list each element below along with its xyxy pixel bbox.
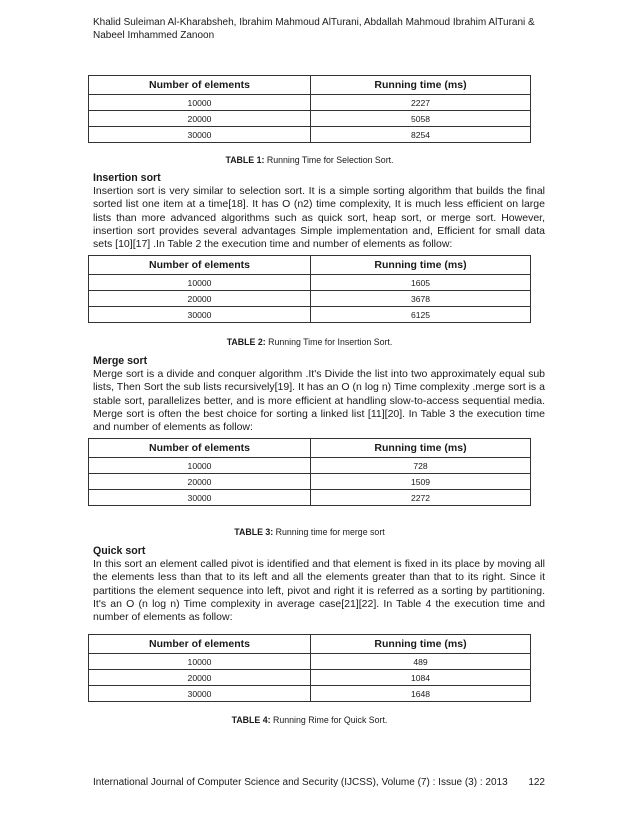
cell-time: 1648 xyxy=(311,686,531,702)
caption-text: Running Rime for Quick Sort. xyxy=(270,715,388,725)
paragraph-insertion: Insertion sort is very similar to selection sort. It is a simple sorting algorithm that builds the final sorted list one item at a time[18]. It has O (n2) time complexity, It is much less efficient on large lists than more advanced algorithms such as quick sort, heap sort, or merge sort. However, insertion sort provides several advantages Simple implementation and, Efficient for small data sets [10][17] .In Table 2 the execution time and number of elements as follow: xyxy=(93,185,545,251)
paragraph-merge: Merge sort is a divide and conquer algorithm .It's Divide the list into two approximately equal sub lists, Then Sort the sub lists recursively[19]. It has an O (n log n) Time complexity .merge sort is a stable sort, parallelizes better, and is more efficient at handling slow-to-access sequential media. Merge sort is often the best choice for sorting a linked list [11][20]. In Table 3 the execution time and number of elements as follow: xyxy=(93,368,545,434)
caption-text: Running time for merge sort xyxy=(273,527,385,537)
caption-label: TABLE 4: xyxy=(231,715,271,725)
table-caption xyxy=(88,155,531,165)
cell-time: 8254 xyxy=(311,127,531,143)
caption-label: TABLE 3: xyxy=(234,527,274,537)
caption-text: Running Time for Insertion Sort. xyxy=(265,337,393,347)
table-header-row xyxy=(89,635,531,654)
table-header-row xyxy=(89,256,531,275)
table-row xyxy=(89,458,531,474)
table-row xyxy=(89,670,531,686)
caption-text: Running Time for Selection Sort. xyxy=(264,155,394,165)
page-number: 122 xyxy=(528,777,545,788)
cell-elements: 30000 xyxy=(89,307,311,323)
section-title-quick: Quick sort xyxy=(93,545,146,557)
cell-elements: 30000 xyxy=(89,127,311,143)
cell-elements: 30000 xyxy=(89,490,311,506)
paragraph-quick: In this sort an element called pivot is identified and that element is fixed in its place by moving all the elements less than that to its left and all the elements greater than that to its right. Since it partitions the element sequence into left, pivot and right it is referred as a sorting by partitioning. It's an O (n log n) Time complexity in average case[21][22]. In Table 4 the execution time and number of elements as follow: xyxy=(93,558,545,624)
table-selection-sort xyxy=(88,75,531,143)
cell-elements: 10000 xyxy=(89,95,311,111)
cell-elements: 10000 xyxy=(89,458,311,474)
column-header-time: Running time (ms) xyxy=(311,439,531,458)
table-row xyxy=(89,127,531,143)
cell-time: 1084 xyxy=(311,670,531,686)
table-header-row xyxy=(89,76,531,95)
cell-time: 1509 xyxy=(311,474,531,490)
cell-elements: 30000 xyxy=(89,686,311,702)
table-row xyxy=(89,95,531,111)
table-row xyxy=(89,686,531,702)
column-header-elements: Number of elements xyxy=(89,439,311,458)
cell-elements: 20000 xyxy=(89,291,311,307)
column-header-elements: Number of elements xyxy=(89,76,311,95)
cell-time: 2272 xyxy=(311,490,531,506)
cell-elements: 10000 xyxy=(89,275,311,291)
table-row xyxy=(89,490,531,506)
caption-label: TABLE 2: xyxy=(226,337,266,347)
running-header: Khalid Suleiman Al-Kharabsheh, Ibrahim Mahmoud AlTurani, Abdallah Mahmoud Ibrahim AlTurani & Nabeel Imhammed Zanoon xyxy=(93,17,535,41)
cell-time: 1605 xyxy=(311,275,531,291)
table-row xyxy=(89,275,531,291)
column-header-elements: Number of elements xyxy=(89,256,311,275)
cell-time: 6125 xyxy=(311,307,531,323)
cell-elements: 20000 xyxy=(89,670,311,686)
cell-elements: 20000 xyxy=(89,474,311,490)
section-title-insertion: Insertion sort xyxy=(93,172,161,184)
table-merge-sort xyxy=(88,438,531,506)
cell-time: 489 xyxy=(311,654,531,670)
page-footer xyxy=(93,777,545,788)
section-title-merge: Merge sort xyxy=(93,355,148,367)
table-row xyxy=(89,474,531,490)
table-header-row xyxy=(89,439,531,458)
table-row xyxy=(89,654,531,670)
table-insertion-sort xyxy=(88,255,531,323)
caption-label: TABLE 1: xyxy=(225,155,265,165)
table-row xyxy=(89,307,531,323)
table-caption xyxy=(88,715,531,725)
table-row xyxy=(89,111,531,127)
column-header-elements: Number of elements xyxy=(89,635,311,654)
column-header-time: Running time (ms) xyxy=(311,635,531,654)
table-caption xyxy=(88,527,531,537)
table-quick-sort xyxy=(88,634,531,702)
table-caption xyxy=(88,337,531,347)
cell-elements: 10000 xyxy=(89,654,311,670)
cell-time: 728 xyxy=(311,458,531,474)
column-header-time: Running time (ms) xyxy=(311,76,531,95)
cell-time: 5058 xyxy=(311,111,531,127)
table-row xyxy=(89,291,531,307)
journal-citation: International Journal of Computer Science and Security (IJCSS), Volume (7) : Issue (3) : 2013 xyxy=(93,777,508,788)
column-header-time: Running time (ms) xyxy=(311,256,531,275)
cell-time: 2227 xyxy=(311,95,531,111)
cell-time: 3678 xyxy=(311,291,531,307)
cell-elements: 20000 xyxy=(89,111,311,127)
